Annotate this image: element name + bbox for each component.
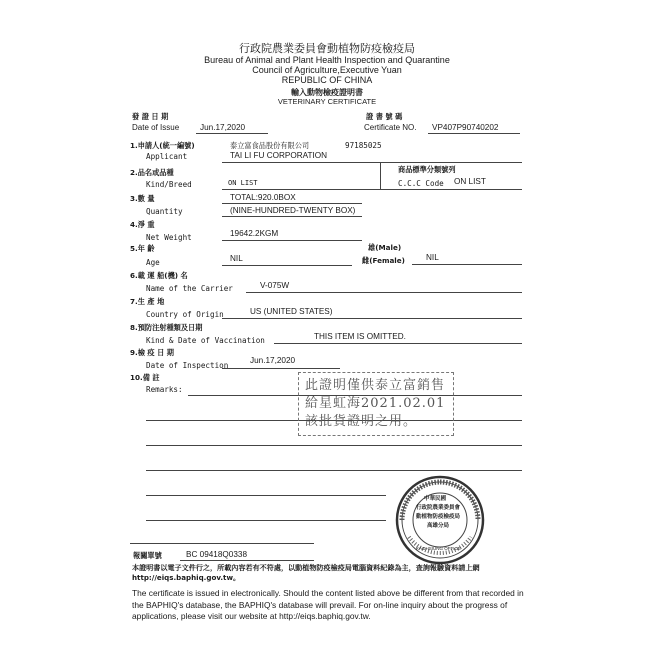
- applicant-value-zh: 泰立富食品股份有限公司: [230, 141, 310, 150]
- age-label-zh: 5.年 齡: [130, 244, 155, 253]
- certificate-title-zh: 輸入動物檢疫證明書: [291, 88, 363, 97]
- origin-label-zh: 7.生 產 地: [130, 297, 165, 306]
- kind-value: ON LIST: [228, 179, 258, 187]
- seal-text-2: 行政院農業委員會: [416, 505, 461, 511]
- carrier-label-zh: 6.載 運 船(機) 名: [130, 271, 188, 280]
- seal-text-3: 動植物防疫檢疫局: [416, 514, 461, 520]
- net-weight-label-zh: 4.淨 重: [130, 220, 155, 229]
- country-name: REPUBLIC OF CHINA: [281, 75, 373, 85]
- applicant-id: 97185025: [345, 141, 382, 150]
- applicant-label-zh: 1.申請人(統一編號): [130, 141, 195, 150]
- quantity-label-zh: 3.數 量: [130, 194, 155, 203]
- quantity-value: TOTAL:920.0BOX: [230, 193, 296, 202]
- inspection-date-label: Date of Inspection: [146, 361, 229, 370]
- council-name: Council of Agriculture,Executive Yuan: [252, 65, 402, 75]
- issue-date-value: Jun.17,2020: [200, 123, 246, 132]
- origin-value: US (UNITED STATES): [250, 307, 333, 316]
- quantity-label: Quantity: [146, 207, 183, 216]
- official-seal-icon: [395, 475, 485, 565]
- issue-date-label-zh: 發 證 日 期: [132, 112, 169, 121]
- inspection-date-label-zh: 9.檢 疫 日 期: [130, 348, 174, 357]
- seal-ring-text: KAOHSIUNG OFFICE: [416, 546, 461, 551]
- stamp-line-2: 給星虹海2021.02.01: [305, 396, 446, 411]
- remarks-label: Remarks:: [146, 385, 183, 394]
- age-label: Age: [146, 258, 160, 267]
- report-no-label-zh: 報關單號: [133, 551, 162, 560]
- carrier-value: V-075W: [260, 281, 290, 290]
- net-weight-value: 19642.2KGM: [230, 229, 279, 238]
- seal-text-1: 中華民國: [424, 496, 447, 502]
- quantity-words: (NINE-HUNDRED-TWENTY BOX): [230, 206, 356, 215]
- report-no-value: BC 09418Q0338: [186, 550, 247, 559]
- origin-label: Country of Origin: [146, 310, 224, 319]
- age-value: NIL: [230, 254, 243, 263]
- sex-value: NIL: [426, 253, 439, 262]
- ccc-value: ON LIST: [454, 177, 486, 186]
- certificate-no-label-zh: 證 書 號 碼: [366, 112, 403, 121]
- seal-text-4: 高雄分局: [427, 523, 450, 529]
- vaccination-label-zh: 8.預防注射種類及日期: [130, 323, 203, 332]
- footer-note-en: The certificate is issued in electronically. Should the content listed above be different from that recorded in the BAPHIQ's database, the BAPHIQ's database will prevail. For on-line inquiry about the progress of applications, please visit our website at http://eiqs.baphiq.gov.tw.: [132, 588, 524, 622]
- inspection-date-value: Jun.17,2020: [250, 356, 296, 365]
- ccc-label: C.C.C Code: [398, 179, 444, 188]
- vaccination-value: THIS ITEM IS OMITTED.: [314, 332, 406, 341]
- vaccination-label: Kind & Date of Vaccination: [146, 336, 265, 345]
- remarks-label-zh: 10.備 註: [130, 373, 160, 382]
- kind-label: Kind/Breed: [146, 180, 192, 189]
- female-label: 雌(Female): [362, 256, 405, 265]
- stamp-line-1: 此證明僅供泰立富銷售: [305, 378, 446, 393]
- male-label: 雄(Male): [368, 243, 402, 252]
- applicant-value: TAI LI FU CORPORATION: [230, 151, 328, 160]
- footer-note-zh: 本證明書以電子文件行之，所載內容若有不符處，以動植物防疫檢疫局電腦資料紀錄為主，查詢報驗資料請上網 http://eiqs.baphiq.gov.tw。: [132, 563, 480, 582]
- agency-title-zh: 行政院農業委員會動植物防疫檢疫局: [239, 42, 415, 55]
- ccc-label-zh: 商品標準分類號列: [398, 165, 456, 174]
- certificate-no-value: VP407P90740202: [432, 123, 499, 132]
- net-weight-label: Net Weight: [146, 233, 192, 242]
- stamp-line-3: 該批貨證明之用。: [305, 414, 418, 429]
- certificate-title-en: VETERINARY CERTIFICATE: [277, 97, 377, 106]
- carrier-label: Name of the Carrier: [146, 284, 233, 293]
- issue-date-label: Date of Issue: [132, 123, 180, 132]
- kind-label-zh: 2.品名或品種: [130, 168, 174, 177]
- agency-title-en: Bureau of Animal and Plant Health Inspection and Quarantine: [204, 55, 450, 65]
- certificate-no-label: Certificate NO.: [364, 123, 417, 132]
- applicant-label: Applicant: [146, 152, 188, 161]
